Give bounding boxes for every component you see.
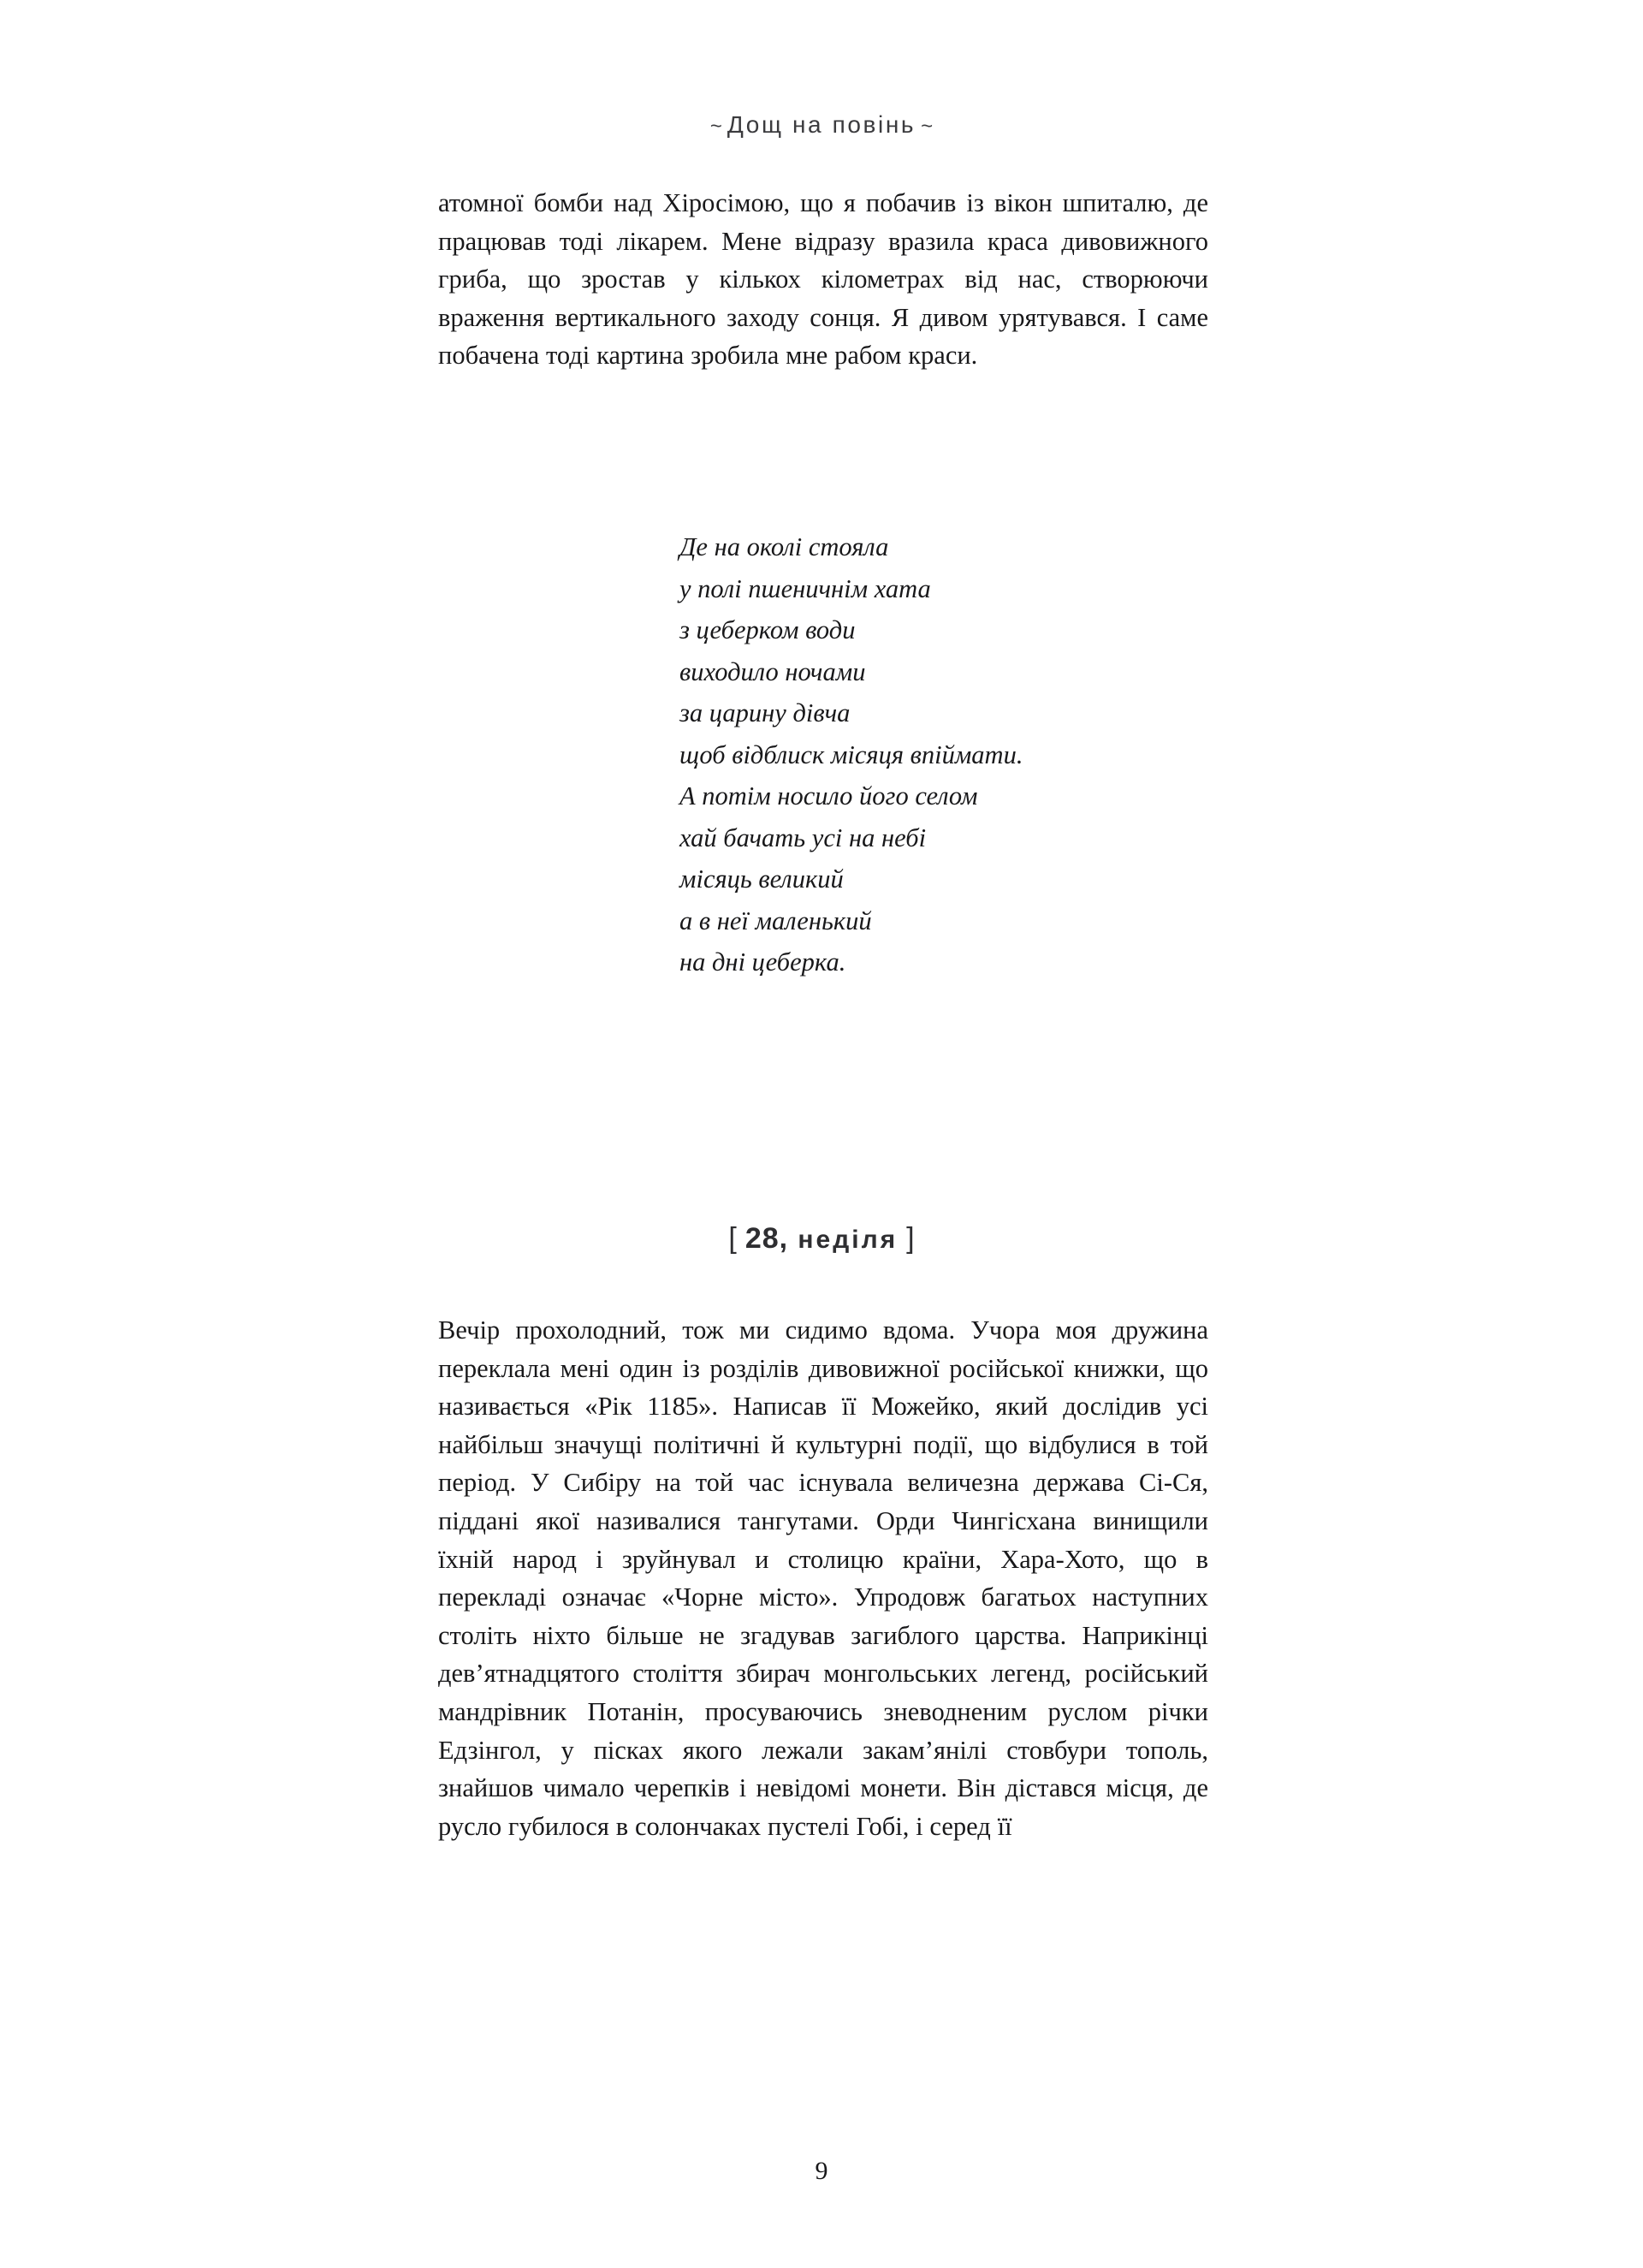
poem-block bbox=[679, 526, 1278, 983]
poem-line: а в неї маленький bbox=[679, 905, 872, 935]
body-column-bottom bbox=[438, 1311, 1208, 1845]
poem-line: місяць великий bbox=[679, 864, 844, 894]
paragraph-continued: атомної бомби над Хіросімою, що я побачив із вікон шпиталю, де працював тоді лікарем. Мене відразу вразила краса дивовижного гриба, що зростав у кількох кілометрах від нас, створюючи враження вертикального заходу сонця. Я дивом урятувався. І саме побачена тоді картина зробила мне рабом краси. bbox=[438, 188, 1208, 371]
paragraph-day-entry: Вечір прохолодний, тож ми сидимо вдома. Учора моя дружина переклала мені один із розділів дивовижної російської книжки, що називається «Рік 1185». Написав її Можейко, який дослідив усі найбільш значущі політичні й культурні події, що відбулися в той період. У Сибіру на той час існувала величезна держава Сі-Ся, піддані якої називалися тангутами. Орди Чингісхана винищили їхній народ і зруйнувал и столицю країни, Хара-Хото, що в перекладі означає «Чорне місто». Упродовж багатьох наступних століть ніхто більше не згадував загиблого царства. Наприкінці дев’ятнадцятого століття збирач монгольських легенд, російський мандрівник Потанін, просуваючись зневодненим руслом річки Едзінгол, у пісках якого лежали закам’янілі стовбури тополь, знайшов чимало черепків і невідомі монети. Він дістався місця, де русло губилося в солончаках пустелі Гобі, і серед її bbox=[438, 1315, 1208, 1841]
running-head-title: Дощ на повінь bbox=[727, 111, 916, 138]
poem-line: з цеберком води bbox=[679, 615, 856, 644]
poem-line: Де на околі стояла bbox=[679, 532, 889, 561]
poem-line: за царину дівча bbox=[679, 698, 851, 727]
page-margin-right bbox=[1302, 0, 1643, 2268]
poem-line: виходило ночами bbox=[679, 656, 866, 686]
running-head-ornament-right: ~ bbox=[921, 115, 934, 138]
page-margin-left bbox=[0, 0, 341, 2268]
page-sheet bbox=[341, 0, 1302, 2268]
heading-weekday: неділя bbox=[798, 1226, 899, 1254]
poem-line: у полі пшеничнім хата bbox=[679, 573, 931, 603]
poem-line: А потім носило його селом bbox=[679, 781, 978, 810]
poem-line: щоб відблиск місяця впіймати. bbox=[679, 739, 1023, 769]
heading-bracket-close: ] bbox=[906, 1222, 915, 1255]
poem-line: на дні цеберка. bbox=[679, 947, 846, 977]
body-column-top bbox=[438, 184, 1208, 375]
page-number: 9 bbox=[815, 2157, 828, 2185]
running-head-ornament-left: ~ bbox=[709, 115, 722, 138]
day-entry-heading bbox=[341, 1222, 1302, 1256]
poem-line: хай бачать усі на небі bbox=[679, 822, 927, 852]
heading-bracket-open: [ bbox=[728, 1222, 737, 1255]
heading-day-number: 28, bbox=[744, 1222, 789, 1255]
running-head bbox=[341, 111, 1302, 139]
